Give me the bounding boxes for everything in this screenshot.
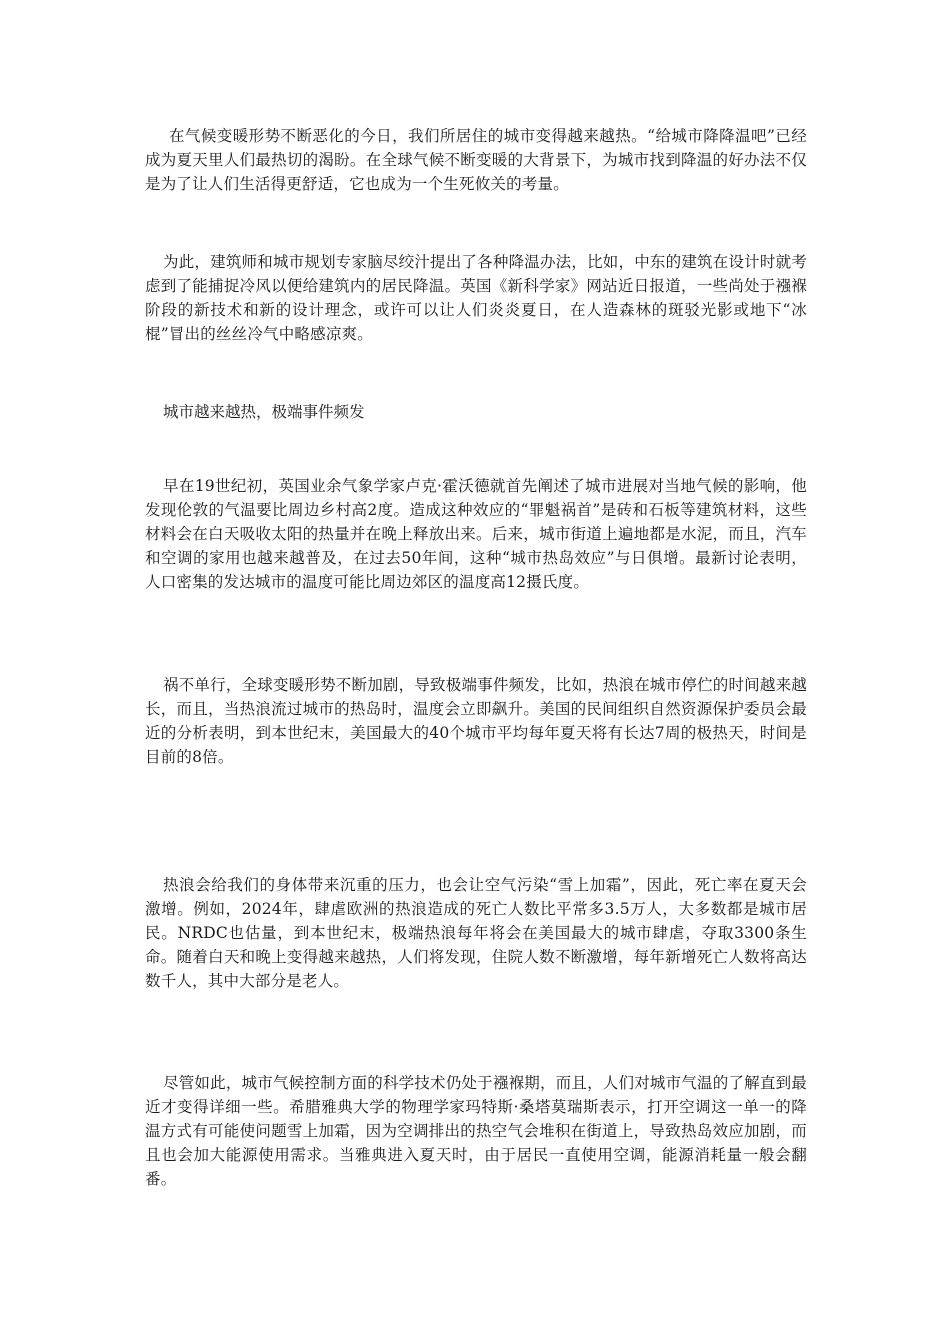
paragraph-heat-island: 早在19世纪初，英国业余气象学家卢克·霍沃德就首先阐述了城市进展对当地气候的影响，他发现伦敦的气温要比周边乡村高2度。造成这种效应的“罪魁祸首”是砖和石板等建筑材料，这些材料会在白天吸收太阳的热量并在晚上释放出来。后来，城市街道上遍地都是水泥，而且，汽车和空调的家用也越来越普及，在过去50年间，这种“城市热岛效应”与日俱增。最新讨论表明，人口密集的发达城市的温度可能比周边郊区的温度高12摄氏度。 (145, 477, 807, 591)
paragraph-intro: 在气候变暖形势不断恶化的今日，我们所居住的城市变得越来越热。“给城市降降温吧”已经成为夏天里人们最热切的渴盼。在全球气候不断变暖的大背景下，为城市找到降温的好办法不仅是为了让人们生活得更舒适，它也成为一个生死攸关的考量。 (145, 127, 807, 193)
paragraph-climate-control: 尽管如此，城市气候控制方面的科学技术仍处于襁褓期，而且，人们对城市气温的了解直到最近才变得详细一些。希腊雅典大学的物理学家玛特斯·桑塔莫瑞斯表示，打开空调这一单一的降温方式有可能使问题雪上加霜，因为空调排出的热空气会堆积在街道上，导致热岛效应加剧，而且也会加大能源使用需求。当雅典进入夏天时，由于居民一直使用空调，能源消耗量一般会翻番。 (145, 1074, 807, 1188)
paragraph-heatwave-mortality: 热浪会给我们的身体带来沉重的压力，也会让空气污染“雪上加霜”，因此，死亡率在夏天会激增。例如，2024年，肆虐欧洲的热浪造成的死亡人数比平常多3.5万人，大多数都是城市居民。NRDC也估量，到本世纪末，极端热浪每年将会在美国最大的城市肆虐，夺取3300条生命。随着白天和晚上变得越来越热，人们将发现，住院人数不断激增，每年新增死亡人数将高达数千人，其中大部分是老人。 (145, 876, 807, 990)
section-heading: 城市越来越热，极端事件频发 (163, 403, 365, 421)
paragraph-cooling-methods: 为此，建筑师和城市规划专家脑尽绞汁提出了各种降温办法，比如，中东的建筑在设计时就考虑到了能捕捉冷风以便给建筑内的居民降温。英国《新科学家》网站近日报道，一些尚处于襁褓阶段的新技术和新的设计理念，或许可以让人们炎炎夏日，在人造森林的斑驳光影或地下“冰棍”冒出的丝丝冷气中略感凉爽。 (145, 253, 807, 343)
paragraph-extreme-events: 祸不单行，全球变暖形势不断加剧，导致极端事件频发，比如，热浪在城市停伫的时间越来越长，而且，当热浪流过城市的热岛时，温度会立即飙升。美国的民间组织自然资源保护委员会最近的分析表明，到本世纪末，美国最大的40个城市平均每年夏天将有长达7周的极热天，时间是目前的8倍。 (145, 676, 807, 766)
